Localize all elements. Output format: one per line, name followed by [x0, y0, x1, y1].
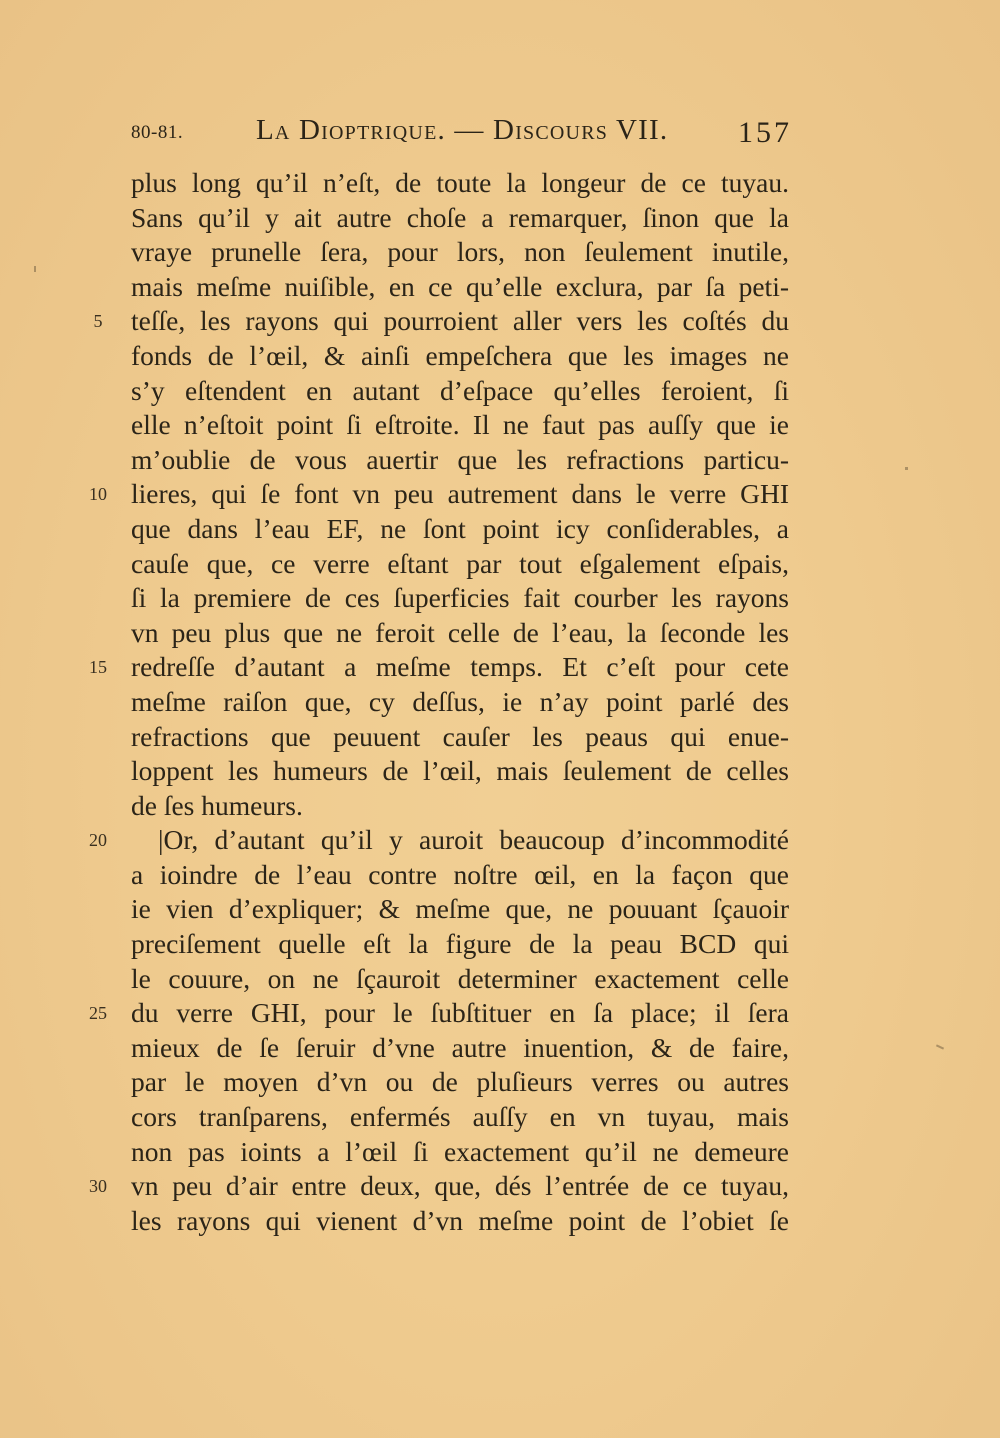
line-text: cauſe que, ce verre eſtant par tout eſgalement eſpais, — [131, 547, 789, 579]
text-line — [0, 166, 1000, 201]
text-line — [0, 443, 1000, 478]
text-line — [0, 339, 1000, 374]
original-folio-reference: 80-81. — [131, 122, 184, 143]
line-number: 20 — [89, 830, 107, 851]
running-title: La Dioptrique. — Discours VII. — [256, 114, 669, 146]
paper-speck — [905, 467, 908, 470]
text-line — [0, 1031, 1000, 1066]
line-text: Sans qu’il y ait autre choſe a remarquer, ſinon que la — [131, 201, 789, 233]
line-text: m’oublie de vous auertir que les refractions particu- — [131, 443, 789, 475]
line-text: vn peu d’air entre deux, que, dés l’entrée de ce tuyau, — [131, 1170, 789, 1202]
line-text: refractions que peuuent cauſer les peaus qui enue- — [131, 720, 789, 752]
text-line — [0, 201, 1000, 236]
running-header — [0, 112, 1000, 152]
text-line — [0, 927, 1000, 962]
text-line — [0, 304, 1000, 339]
text-line — [0, 235, 1000, 270]
line-number: 5 — [93, 311, 103, 332]
text-line — [0, 858, 1000, 893]
line-text: ſi la premiere de ces ſuperficies fait courber les rayons — [131, 582, 789, 614]
text-line — [0, 1204, 1000, 1239]
text-line — [0, 823, 1000, 858]
line-text: preciſement quelle eſt la figure de la peau BCD qui — [131, 928, 789, 960]
line-text: vn peu plus que ne feroit celle de l’eau, la ſeconde les — [131, 616, 789, 648]
line-text: elle n’eſtoit point ſi eſtroite. Il ne faut pas auſſy que ie — [131, 409, 789, 441]
line-text: teſſe, les rayons qui pourroient aller vers les coſtés du — [131, 305, 789, 337]
text-line — [0, 547, 1000, 582]
line-text: que dans l’eau EF, ne ſont point icy conſiderables, a — [131, 512, 789, 544]
text-line — [0, 720, 1000, 755]
line-text: les rayons qui vienent d’vn meſme point de l’obiet ſe — [131, 1204, 789, 1236]
text-line — [0, 892, 1000, 927]
line-text: meſme raiſon que, cy deſſus, ie n’ay point parlé des — [131, 685, 789, 717]
text-line — [0, 789, 1000, 824]
line-text: de ſes humeurs. — [131, 789, 303, 821]
text-line — [0, 616, 1000, 651]
line-text: fonds de l’œil, & ainſi empeſchera que les images ne — [131, 339, 789, 371]
text-line — [0, 374, 1000, 409]
line-text: non pas ioints a l’œil ſi exactement qu’il ne demeure — [131, 1135, 789, 1167]
text-line — [0, 650, 1000, 685]
line-text: redreſſe d’autant a meſme temps. Et c’eſt pour cete — [131, 651, 789, 683]
text-line — [0, 512, 1000, 547]
line-number: 10 — [89, 484, 107, 505]
line-text: s’y eſtendent en autant d’eſpace qu’elles feroient, ſi — [131, 374, 789, 406]
paper-speck — [34, 266, 36, 272]
line-text: a ioindre de l’eau contre noſtre œil, en la façon que — [131, 858, 789, 890]
line-text: du verre GHI, pour le ſubſtituer en ſa place; il ſera — [131, 997, 789, 1029]
text-line — [0, 1065, 1000, 1100]
text-line — [0, 270, 1000, 305]
line-text: ie vien d’expliquer; & meſme que, ne pouuant ſçauoir — [131, 893, 789, 925]
line-text: par le moyen d’vn ou de pluſieurs verres ou autres — [131, 1066, 789, 1098]
text-line — [0, 685, 1000, 720]
text-line — [0, 1135, 1000, 1170]
line-text: plus long qu’il n’eſt, de toute la longeur de ce tuyau. — [131, 167, 789, 198]
line-text: mais meſme nuiſible, en ce qu’elle exclura, par ſa peti- — [131, 270, 789, 302]
line-text: |Or, d’autant qu’il y auroit beaucoup d’incommodité — [158, 824, 789, 856]
text-line — [0, 962, 1000, 997]
line-text: le couure, on ne ſçauroit determiner exactement celle — [131, 962, 789, 994]
text-line — [0, 1100, 1000, 1135]
line-text: loppent les humeurs de l’œil, mais ſeulement de celles — [131, 755, 789, 787]
line-text: vraye prunelle ſera, pour lors, non ſeulement inutile, — [131, 236, 789, 268]
line-number: 30 — [89, 1176, 107, 1197]
text-line — [0, 754, 1000, 789]
text-line — [0, 1169, 1000, 1204]
text-line — [0, 408, 1000, 443]
text-line — [0, 477, 1000, 512]
page-number: 157 — [738, 116, 792, 149]
line-text: cors tranſparens, enfermés auſſy en vn tuyau, mais — [131, 1101, 789, 1133]
text-line — [0, 996, 1000, 1031]
line-number: 15 — [89, 657, 107, 678]
line-text: mieux de ſe ſeruir d’vne autre inuention, & de faire, — [131, 1031, 789, 1063]
text-line — [0, 581, 1000, 616]
line-text: lieres, qui ſe font vn peu autrement dans le verre GHI — [131, 478, 789, 510]
line-number: 25 — [89, 1003, 107, 1024]
body-text — [0, 166, 1000, 1238]
